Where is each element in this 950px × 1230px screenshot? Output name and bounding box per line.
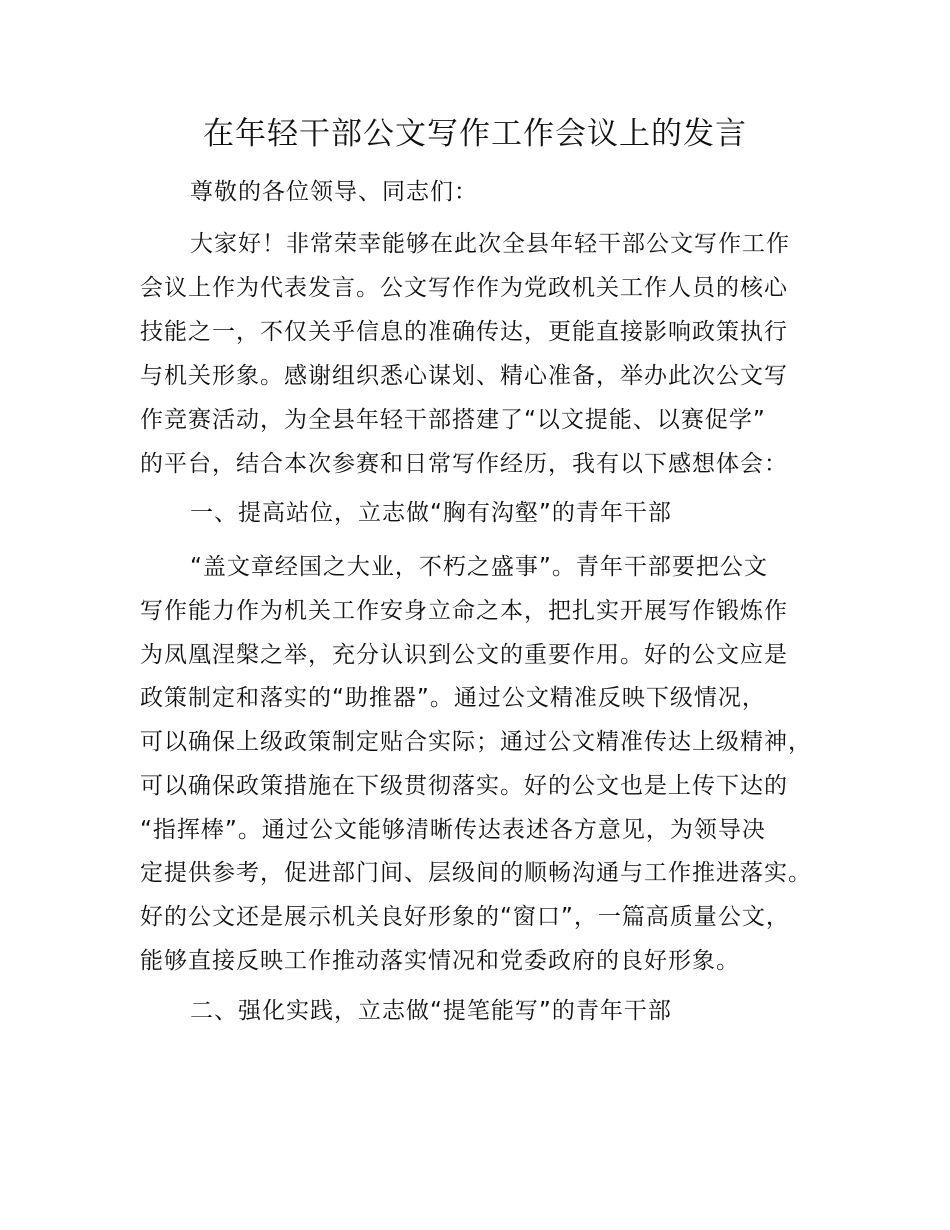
paragraph1-line: 大家好！非常荣幸能够在此次全县年轻干部公文写作工作: [190, 231, 790, 257]
paragraph2-line: 定提供参考，促进部门间、层级间的顺畅沟通与工作推进落实。: [140, 860, 812, 886]
salutation: 尊敬的各位领导、同志们：: [190, 179, 478, 205]
paragraph2-line: 好的公文还是展示机关良好形象的“窗口”，一篇高质量公文，: [140, 904, 790, 930]
paragraph2-line: 能够直接反映工作推动落实情况和党委政府的良好形象。: [140, 948, 740, 974]
paragraph1-line: 与机关形象。感谢组织悉心谋划、精心准备，举办此次公文写: [140, 363, 788, 389]
paragraph2-line: 可以确保上级政策制定贴合实际；通过公文精准传达上级精神，: [140, 729, 812, 755]
paragraph2-line: “盖文章经国之大业，不朽之盛事”。青年干部要把公文: [190, 554, 768, 580]
paragraph1-line: 作竞赛活动，为全县年轻干部搭建了“以文提能、以赛促学”: [140, 407, 766, 433]
paragraph2-line: “指挥棒”。通过公文能够清晰传达表述各方意见，为领导决: [140, 817, 766, 843]
document-title: 在年轻干部公文写作工作会议上的发言: [203, 116, 747, 152]
paragraph1-line: 技能之一，不仅关乎信息的准确传达，更能直接影响政策执行: [140, 319, 788, 345]
paragraph1-line: 的平台，结合本次参赛和日常写作经历，我有以下感想体会：: [140, 451, 788, 477]
paragraph1-line: 会议上作为代表发言。公文写作作为党政机关工作人员的核心: [140, 275, 788, 301]
section-heading-2: 二、强化实践，立志做“提笔能写”的青年干部: [190, 998, 672, 1024]
section-heading-1: 一、提高站位，立志做“胸有沟壑”的青年干部: [190, 500, 672, 526]
paragraph2-line: 为凤凰涅槃之举，充分认识到公文的重要作用。好的公文应是: [140, 642, 788, 668]
paragraph2-line: 政策制定和落实的“助推器”。通过公文精准反映下级情况，: [140, 685, 766, 711]
paragraph2-line: 写作能力作为机关工作安身立命之本，把扎实开展写作锻炼作: [140, 598, 788, 624]
paragraph2-line: 可以确保政策措施在下级贯彻落实。好的公文也是上传下达的: [140, 773, 788, 799]
